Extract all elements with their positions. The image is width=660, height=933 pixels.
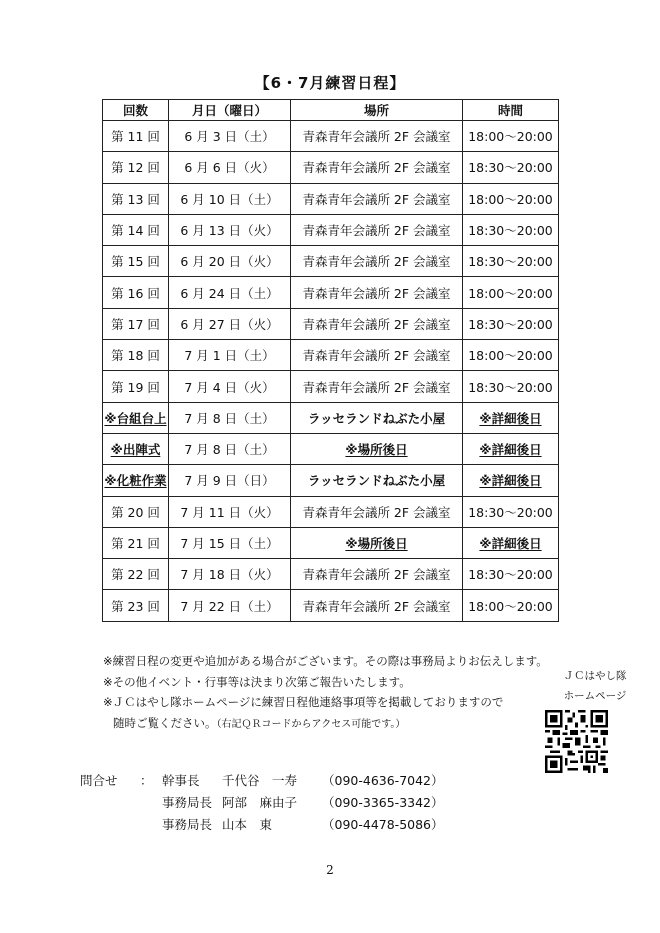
cell-count [103,152,169,183]
note-line [103,713,548,736]
cell-place [291,559,463,590]
cell-count-text: ※出陣式 [110,442,161,458]
cell-count-text: 第 23 回 [111,598,160,614]
cell-time-text: 18:30〜20:00 [468,567,553,583]
cell-date [169,183,291,214]
cell-count-text: ※化粧作業 [104,473,167,489]
contact-name: 千代谷 一寿 [222,773,298,788]
cell-date-text: 7 月 8 日（土） [184,442,275,458]
cell-count [103,246,169,277]
cell-count [103,340,169,371]
cell-time-text: 18:00〜20:00 [468,191,553,207]
cell-count [103,496,169,527]
cell-count [103,121,169,152]
cell-count-text: 第 12 回 [111,160,160,176]
cell-time-text: 18:30〜20:00 [468,504,553,520]
cell-date-text: 6 月 13 日（火） [180,223,279,239]
table-row [103,277,559,308]
contact-role: 事務局長 [162,795,213,810]
qr-label-line1: ＪＣはやし隊 [563,670,627,682]
cell-count-text: 第 20 回 [111,504,160,520]
cell-count-text: 第 19 回 [111,379,160,395]
cell-place-text: ※場所後日 [345,536,408,551]
cell-place [291,183,463,214]
table-row [103,371,559,402]
cell-date-text: 6 月 10 日（土） [180,191,279,207]
cell-time [463,402,559,433]
cell-count [103,527,169,558]
cell-time [463,214,559,245]
qr-label-line2: ホームページ [563,690,627,702]
cell-date-text: 6 月 3 日（土） [184,129,275,145]
cell-place [291,277,463,308]
qr-code-icon[interactable] [545,710,608,773]
cell-place-text: ラッセランドねぶた小屋 [307,410,446,426]
cell-date-text: 6 月 6 日（火） [184,160,275,176]
cell-count-text: 第 18 回 [111,348,160,364]
cell-time-text: 18:00〜20:00 [468,598,553,614]
cell-time-text: ※詳細後日 [479,473,542,489]
cell-date [169,121,291,152]
table-row [103,402,559,433]
cell-time [463,371,559,402]
cell-place [291,152,463,183]
table-row [103,559,559,590]
cell-place-text: 青森青年会議所 2F 会議室 [302,129,451,145]
page-title: 【6・7月練習日程】 [254,74,406,92]
cell-time-text: 18:00〜20:00 [468,129,553,145]
cell-date [169,340,291,371]
cell-count-text: 第 17 回 [111,316,160,332]
contact-row [80,792,444,814]
table-row [103,340,559,371]
cell-time [463,340,559,371]
note-text: 随時ご覧ください。 [113,715,217,730]
table-row [103,433,559,464]
cell-count [103,308,169,339]
cell-place-text: 青森青年会議所 2F 会議室 [302,379,451,395]
cell-date-text: 7 月 15 日（土） [180,536,279,551]
cell-count-text: 第 21 回 [111,536,160,551]
cell-count-text: 第 11 回 [111,129,160,145]
cell-date [169,371,291,402]
header-place: 場所 [291,100,463,121]
cell-time [463,433,559,464]
cell-place-text: ラッセランドねぶた小屋 [307,473,446,489]
cell-time-text: ※詳細後日 [479,536,542,551]
cell-count-text: ※台組台上 [104,410,167,426]
table-row [103,590,559,621]
cell-place-text: 青森青年会議所 2F 会議室 [302,191,451,207]
contact-phone: （090-3365-3342） [322,795,444,810]
cell-place-text: 青森青年会議所 2F 会議室 [302,348,451,364]
cell-place [291,527,463,558]
cell-count [103,277,169,308]
cell-time [463,246,559,277]
cell-date-text: 7 月 8 日（土） [184,410,275,426]
header-count: 回数 [103,100,169,121]
note-line: ※ＪＣはやし隊ホームページに練習日程他連絡事項等を掲載しておりますので [103,695,504,709]
contact-phone: （090-4478-5086） [322,817,444,832]
table-header-row [103,100,559,121]
table-row [103,183,559,214]
cell-date-text: 7 月 18 日（火） [180,567,279,583]
cell-count-text: 第 22 回 [111,567,160,583]
contact-label: 問合せ [80,773,118,788]
table-row [103,152,559,183]
contact-row [80,814,444,836]
cell-count [103,214,169,245]
contact-role: 幹事長 [162,773,200,788]
cell-place [291,214,463,245]
cell-time [463,277,559,308]
cell-date-text: 6 月 20 日（火） [180,254,279,270]
cell-date [169,308,291,339]
cell-place-text: 青森青年会議所 2F 会議室 [302,160,451,176]
cell-date [169,433,291,464]
cell-place-text: 青森青年会議所 2F 会議室 [302,598,451,614]
cell-place [291,402,463,433]
cell-count-text: 第 15 回 [111,254,160,270]
cell-place [291,371,463,402]
cell-date-text: 7 月 4 日（火） [184,379,275,395]
cell-date [169,246,291,277]
schedule-table [102,99,559,622]
cell-time [463,121,559,152]
table-row [103,246,559,277]
cell-count-text: 第 14 回 [111,223,160,239]
cell-place-text: 青森青年会議所 2F 会議室 [302,504,451,520]
cell-date [169,590,291,621]
cell-date [169,214,291,245]
page-number: 2 [326,863,334,877]
note-line: ※練習日程の変更や追加がある場合がございます。その際は事務局よりお伝えします。 [103,654,548,668]
cell-count [103,590,169,621]
cell-date-text: 7 月 1 日（土） [184,348,275,364]
cell-count [103,402,169,433]
cell-date [169,277,291,308]
cell-date [169,527,291,558]
cell-place-text: ※場所後日 [345,442,408,458]
contact-name: 山本 東 [222,817,273,832]
cell-place-text: 青森青年会議所 2F 会議室 [302,316,451,332]
cell-place [291,433,463,464]
cell-place [291,465,463,496]
cell-time-text: 18:00〜20:00 [468,348,553,364]
header-time: 時間 [463,100,559,121]
contact-name: 阿部 麻由子 [222,795,298,810]
cell-time-text: 18:30〜20:00 [468,160,553,176]
cell-date-text: 7 月 11 日（火） [180,504,279,520]
cell-count-text: 第 16 回 [111,285,160,301]
cell-date [169,465,291,496]
table-row [103,527,559,558]
cell-time [463,152,559,183]
table-row [103,121,559,152]
cell-date [169,496,291,527]
cell-time-text: 18:30〜20:00 [468,379,553,395]
cell-time-text: 18:30〜20:00 [468,223,553,239]
cell-date [169,152,291,183]
cell-place [291,121,463,152]
cell-place-text: 青森青年会議所 2F 会議室 [302,254,451,270]
table-row [103,308,559,339]
note-small-text: （右記ＱＲコードからアクセス可能です。） [216,718,406,730]
cell-time-text: ※詳細後日 [479,410,542,426]
cell-place [291,590,463,621]
contact-separator: ： [140,773,153,788]
cell-count-text: 第 13 回 [111,191,160,207]
cell-date-text: 7 月 9 日（日） [184,473,275,489]
cell-place [291,496,463,527]
cell-time-text: 18:30〜20:00 [468,316,553,332]
cell-time-text: ※詳細後日 [479,442,542,458]
cell-time [463,590,559,621]
cell-date [169,559,291,590]
cell-place [291,340,463,371]
contact-role: 事務局長 [162,817,213,832]
cell-place-text: 青森青年会議所 2F 会議室 [302,285,451,301]
cell-count [103,465,169,496]
cell-count [103,371,169,402]
cell-count [103,433,169,464]
cell-count [103,183,169,214]
table-row [103,214,559,245]
contact-row [80,770,444,792]
table-row [103,465,559,496]
cell-time [463,527,559,558]
cell-time [463,308,559,339]
cell-date [169,402,291,433]
cell-place-text: 青森青年会議所 2F 会議室 [302,223,451,239]
cell-count [103,559,169,590]
note-line: ※その他イベント・行事等は決まり次第ご報告いたします。 [103,674,411,689]
cell-date-text: 6 月 27 日（火） [180,316,279,332]
table-row [103,496,559,527]
cell-time [463,559,559,590]
contact-block [80,770,444,836]
cell-date-text: 6 月 24 日（土） [180,285,279,301]
contact-phone: （090-4636-7042） [322,773,444,788]
cell-date-text: 7 月 22 日（土） [180,598,279,614]
notes [103,651,548,735]
cell-place [291,246,463,277]
cell-place [291,308,463,339]
cell-time [463,183,559,214]
cell-time-text: 18:00〜20:00 [468,285,553,301]
cell-time [463,496,559,527]
cell-place-text: 青森青年会議所 2F 会議室 [302,567,451,583]
header-date: 月日（曜日） [169,100,291,121]
cell-time-text: 18:30〜20:00 [468,254,553,270]
cell-time [463,465,559,496]
